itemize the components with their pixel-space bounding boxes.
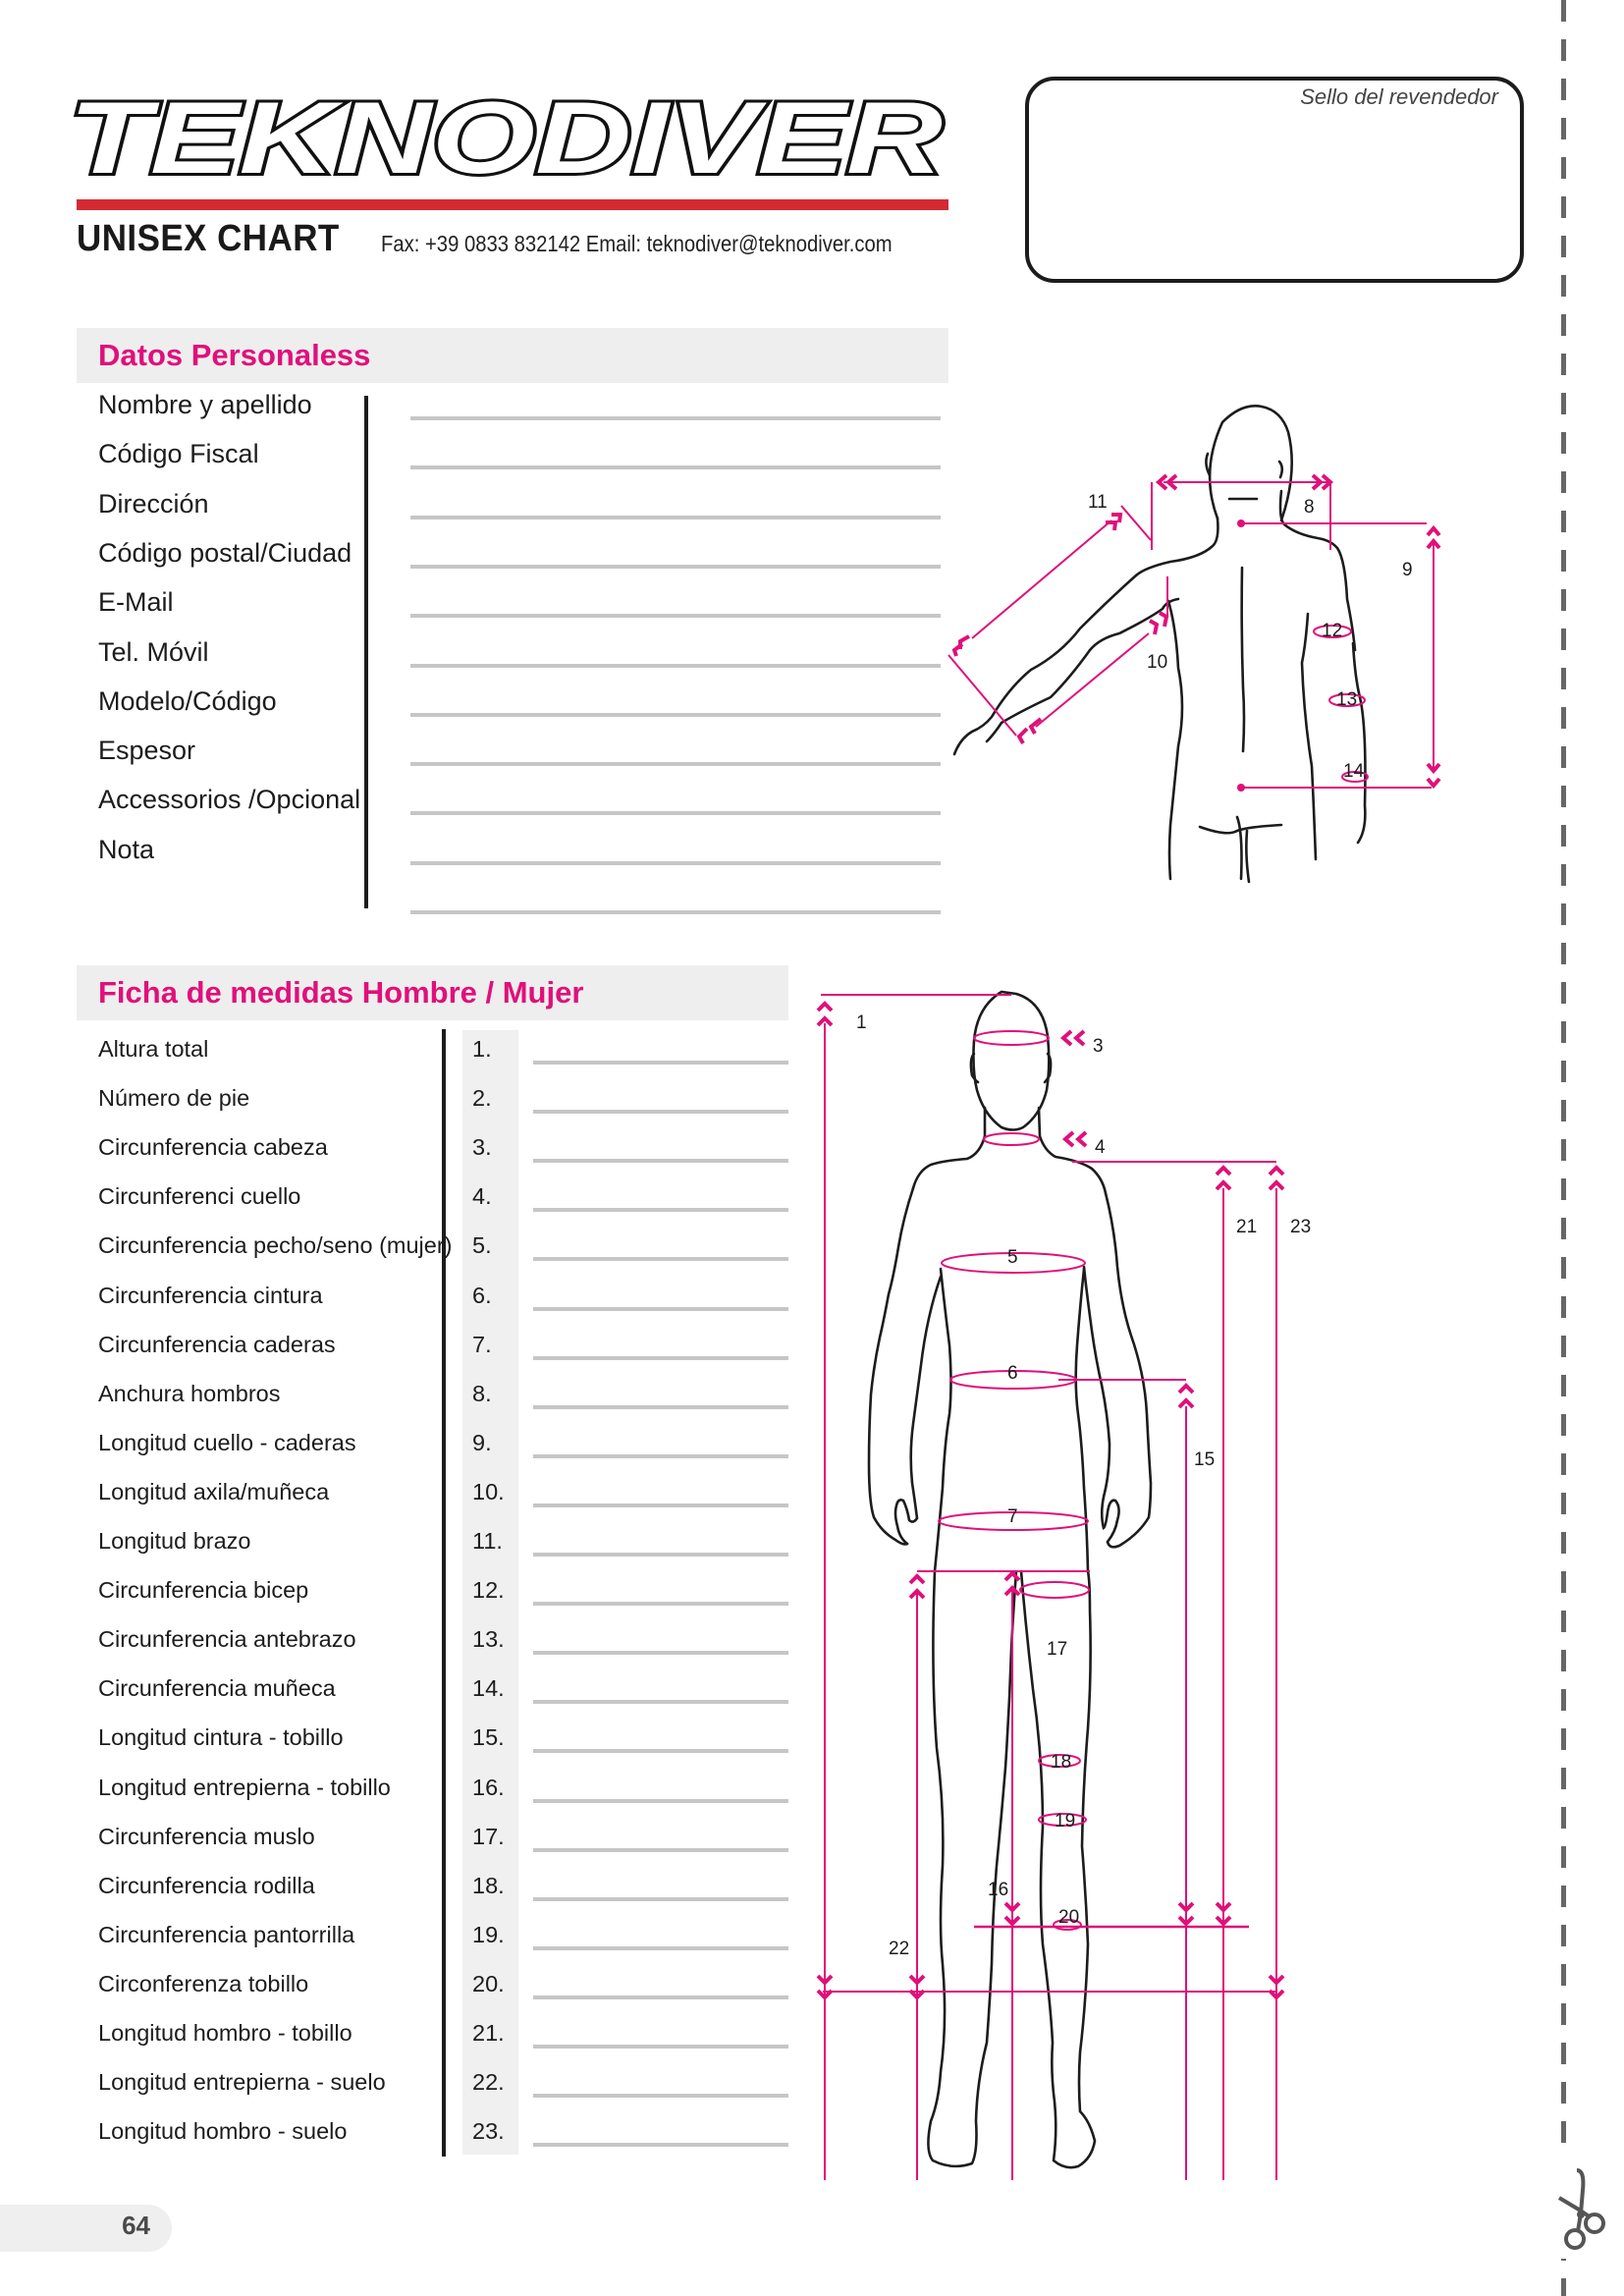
- brand-divider: [77, 199, 948, 210]
- measurement-label: Circunferencia cintura: [98, 1282, 323, 1308]
- measurement-input-line[interactable]: [533, 1848, 788, 1852]
- measurement-input-line[interactable]: [533, 1307, 788, 1311]
- measurement-label: Longitud cintura - tobillo: [98, 1724, 344, 1751]
- section-title: Ficha de medidas Hombre / Mujer: [98, 975, 584, 1010]
- measurement-number: 8.: [472, 1380, 492, 1406]
- label-1: 1: [856, 1012, 867, 1033]
- measurement-input-line[interactable]: [533, 1553, 788, 1557]
- measurement-row: [98, 2069, 795, 2118]
- measurement-number: 14.: [472, 1675, 505, 1702]
- label-9: 9: [1402, 560, 1413, 580]
- section-title: Datos Personaless: [98, 338, 371, 372]
- measurement-number: 22.: [472, 2069, 505, 2096]
- page-number: 64: [122, 2211, 150, 2240]
- measurement-row: [98, 1528, 795, 1577]
- measurement-label: Longitud hombro - suelo: [98, 2118, 348, 2145]
- measurement-input-line[interactable]: [533, 2094, 788, 2098]
- field-input-line[interactable]: [410, 516, 941, 519]
- field-label: Espesor: [98, 736, 196, 766]
- label-5: 5: [1007, 1247, 1018, 1268]
- measurement-row: [98, 1873, 795, 1922]
- measurement-input-line[interactable]: [533, 1208, 788, 1212]
- measurement-number: 21.: [472, 2020, 505, 2046]
- measurement-number: 9.: [472, 1429, 492, 1455]
- field-input-line[interactable]: [410, 416, 941, 420]
- personal-field-row: [98, 587, 952, 636]
- field-label: Modelo/Código: [98, 685, 277, 716]
- measurement-label: Circonferenza tobillo: [98, 1970, 309, 1996]
- label-11: 11: [1088, 492, 1108, 513]
- measurement-input-line[interactable]: [533, 1061, 788, 1065]
- measurement-row: [98, 1332, 795, 1381]
- measurement-number: 6.: [472, 1282, 492, 1308]
- measurement-row: [98, 1922, 795, 1971]
- measure-ring-17: [1020, 1582, 1089, 1598]
- measurement-input-line[interactable]: [533, 1454, 788, 1458]
- personal-field-row: [98, 736, 952, 785]
- label-10: 10: [1147, 652, 1168, 673]
- measurement-number: 13.: [472, 1626, 505, 1653]
- personal-field-row: [98, 489, 952, 538]
- measurement-label: Circunferencia cabeza: [98, 1134, 328, 1161]
- measurement-input-line[interactable]: [533, 1897, 788, 1901]
- personal-field-row: [98, 785, 952, 834]
- measurement-row: [98, 1626, 795, 1675]
- label-22: 22: [889, 1939, 910, 1959]
- personal-field-row: [98, 637, 952, 686]
- measurement-input-line[interactable]: [533, 1602, 788, 1606]
- stamp-label: Sello del revendedor: [1300, 84, 1498, 109]
- measurement-number: 2.: [472, 1085, 492, 1112]
- measurement-label: Circunferencia antebrazo: [98, 1626, 356, 1653]
- measurement-input-line[interactable]: [533, 2143, 788, 2147]
- field-input-line[interactable]: [410, 811, 941, 815]
- personal-field-row: [98, 439, 952, 488]
- field-input-line[interactable]: [410, 713, 941, 717]
- field-input-line[interactable]: [410, 614, 941, 618]
- measurement-row: [98, 2020, 795, 2069]
- measurement-number: 20.: [472, 1970, 505, 1996]
- measurement-row: [98, 1724, 795, 1774]
- measurement-input-line[interactable]: [533, 1651, 788, 1655]
- label-18: 18: [1051, 1752, 1072, 1773]
- scissors-icon: [1551, 2160, 1610, 2259]
- measurement-input-line[interactable]: [533, 1749, 788, 1753]
- personal-data-header: [77, 328, 948, 383]
- label-4: 4: [1095, 1137, 1106, 1158]
- field-label: Dirección: [98, 488, 209, 519]
- measurement-label: Circunferencia bicep: [98, 1577, 309, 1604]
- measurement-label: Longitud entrepierna - suelo: [98, 2069, 386, 2096]
- measurement-input-line[interactable]: [533, 1257, 788, 1261]
- measurement-row: [98, 1134, 795, 1183]
- field-label: Código postal/Ciudad: [98, 537, 352, 568]
- front-figure-diagram: [815, 982, 1542, 2180]
- measurement-label: Número de pie: [98, 1085, 250, 1112]
- measurement-input-line[interactable]: [533, 1946, 788, 1950]
- label-8: 8: [1304, 497, 1315, 518]
- measurement-number: 19.: [472, 1921, 505, 1947]
- contact-info[interactable]: Fax: +39 0833 832142 Email: teknodiver@teknodiver.com: [381, 231, 893, 256]
- field-label: Nota: [98, 834, 155, 864]
- measurement-number: 5.: [472, 1232, 492, 1259]
- measurement-input-line[interactable]: [533, 1405, 788, 1409]
- label-12: 12: [1322, 621, 1343, 641]
- measurement-row: [98, 1283, 795, 1332]
- measurement-row: [98, 1775, 795, 1824]
- measurement-number: 17.: [472, 1823, 505, 1849]
- measurement-row: [98, 1971, 795, 2020]
- label-13: 13: [1336, 689, 1358, 710]
- measure-ring-4: [984, 1133, 1039, 1145]
- measurement-row: [98, 1675, 795, 1724]
- measurement-number: 4.: [472, 1183, 492, 1210]
- measurement-input-line[interactable]: [533, 1995, 788, 1999]
- measurement-input-line[interactable]: [533, 2045, 788, 2049]
- label-19: 19: [1055, 1811, 1076, 1831]
- field-input-line[interactable]: [410, 762, 941, 766]
- field-input-line[interactable]: [410, 565, 941, 569]
- measurement-number: 16.: [472, 1774, 505, 1800]
- measurement-number: 10.: [472, 1478, 505, 1504]
- measurement-label: Circunferencia pecho/seno (mujer): [98, 1232, 453, 1259]
- measurement-label: Circunferencia pantorrilla: [98, 1921, 355, 1947]
- measurement-input-line[interactable]: [533, 1799, 788, 1803]
- personal-field-row: [98, 390, 952, 439]
- measurement-input-line[interactable]: [533, 1700, 788, 1704]
- measurement-number: 1.: [472, 1036, 492, 1062]
- chart-title: UNISEX CHART: [77, 218, 340, 259]
- measurements-header: [77, 965, 788, 1020]
- measurement-row: [98, 1232, 795, 1282]
- measurement-label: Circunferencia muñeca: [98, 1675, 336, 1702]
- label-23: 23: [1290, 1217, 1312, 1237]
- measurement-label: Longitud entrepierna - tobillo: [98, 1774, 391, 1800]
- label-15: 15: [1194, 1449, 1216, 1470]
- measurement-number: 12.: [472, 1577, 505, 1604]
- measurement-number: 11.: [472, 1528, 503, 1554]
- reseller-stamp-box: [1025, 77, 1524, 283]
- measurement-label: Circunferencia caderas: [98, 1331, 336, 1357]
- measurement-input-line[interactable]: [533, 1356, 788, 1360]
- field-label: Código Fiscal: [98, 439, 259, 469]
- measurement-row: [98, 1824, 795, 1873]
- label-16: 16: [988, 1880, 1009, 1900]
- measure-ring-3: [974, 1031, 1049, 1045]
- back-arrow-heads: [954, 475, 1439, 786]
- label-3: 3: [1093, 1036, 1104, 1057]
- brand-name: TEKNODIVER: [69, 90, 943, 185]
- label-6: 6: [1007, 1363, 1018, 1384]
- measurement-row: [98, 1183, 795, 1232]
- field-label: Tel. Móvil: [98, 636, 209, 667]
- measurement-row: [98, 1085, 795, 1134]
- measurement-input-line[interactable]: [533, 1503, 788, 1507]
- measurement-label: Circunferenci cuello: [98, 1183, 301, 1210]
- field-input-line[interactable]: [410, 910, 941, 914]
- measurement-number: 18.: [472, 1872, 505, 1898]
- field-label: Nombre y apellido: [98, 390, 312, 419]
- measurement-label: Circunferencia muslo: [98, 1823, 315, 1849]
- field-input-line[interactable]: [410, 861, 941, 865]
- measurement-row: [98, 1381, 795, 1430]
- measurement-number: 15.: [472, 1724, 505, 1751]
- personal-field-row: [98, 538, 952, 587]
- cut-line: [1561, 0, 1566, 2296]
- measurement-label: Altura total: [98, 1036, 209, 1062]
- measurement-number: 23.: [472, 2118, 505, 2145]
- measurement-label: Longitud axila/muñeca: [98, 1478, 330, 1504]
- measure-line-11: [972, 520, 1111, 638]
- label-20: 20: [1058, 1907, 1080, 1928]
- measurement-row: [98, 1430, 795, 1479]
- label-7: 7: [1007, 1506, 1018, 1527]
- measurement-label: Longitud cuello - caderas: [98, 1429, 356, 1455]
- measurement-label: Anchura hombros: [98, 1380, 281, 1406]
- personal-field-row: [98, 835, 952, 884]
- measurement-row: [98, 1577, 795, 1626]
- measurement-label: Longitud hombro - tobillo: [98, 2020, 352, 2046]
- brand-logo: [61, 90, 950, 185]
- personal-field-row: [98, 686, 952, 736]
- measurement-label: Longitud brazo: [98, 1528, 251, 1554]
- page-number-tab: [0, 2205, 172, 2252]
- back-body-outline: [954, 406, 1365, 882]
- field-label: Accessorios /Opcional: [98, 785, 361, 815]
- measurement-row: [98, 2118, 795, 2167]
- measurement-row: [98, 1479, 795, 1528]
- measurement-number: 7.: [472, 1331, 492, 1357]
- measurement-input-line[interactable]: [533, 1110, 788, 1114]
- field-label: E-Mail: [98, 587, 174, 618]
- measurement-row: [98, 1036, 795, 1085]
- label-21: 21: [1236, 1217, 1258, 1237]
- measurement-label: Circunferencia rodilla: [98, 1872, 315, 1898]
- measurement-input-line[interactable]: [533, 1159, 788, 1163]
- measurement-number: 3.: [472, 1134, 492, 1161]
- personal-field-row-extra: [98, 884, 952, 933]
- field-input-line[interactable]: [410, 664, 941, 668]
- label-14: 14: [1343, 761, 1365, 782]
- label-17: 17: [1047, 1639, 1068, 1660]
- field-input-line[interactable]: [410, 465, 941, 469]
- back-figure-diagram: [943, 393, 1532, 933]
